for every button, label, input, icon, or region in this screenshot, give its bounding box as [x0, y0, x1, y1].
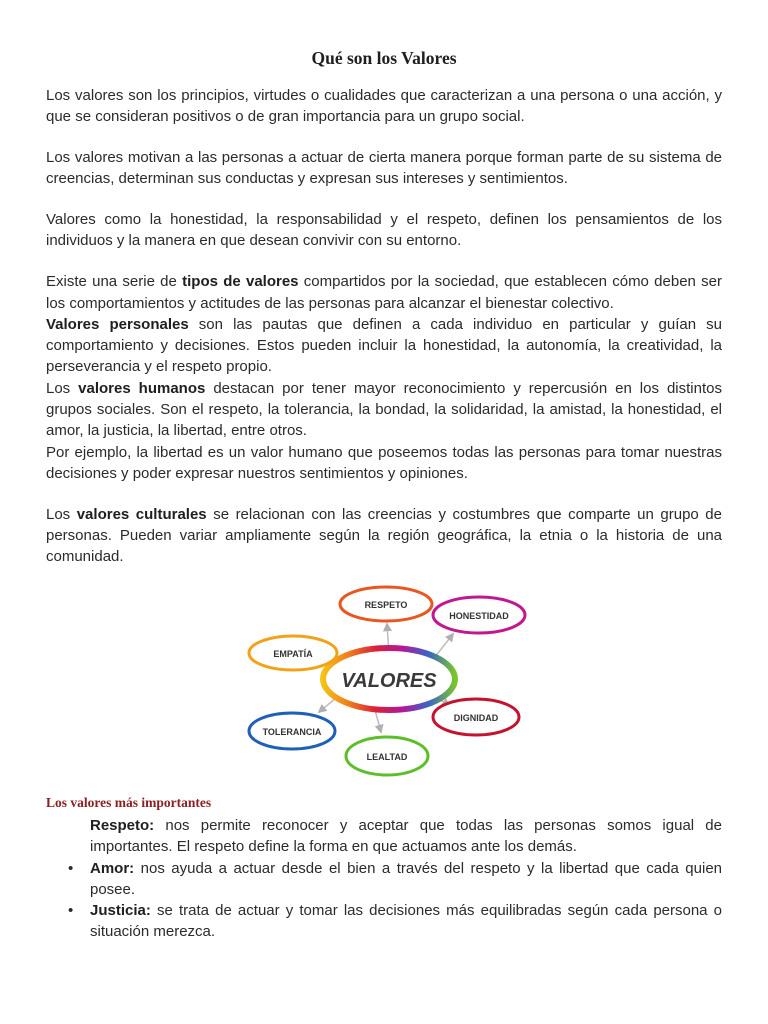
paragraph-motivation: Los valores motivan a las personas a actuar de cierta manera porque forman parte de su sistema de creencias, determinan sus conductas y expresan sus intereses y sentimientos. — [46, 149, 722, 188]
center-node — [323, 648, 455, 710]
paragraph-types — [46, 271, 722, 314]
node-empatia — [249, 636, 337, 670]
label-dignidad: DIGNIDAD — [453, 713, 499, 723]
node-lealtad — [346, 737, 428, 775]
label-empatia: EMPATÍA — [273, 649, 313, 659]
human-bold: valores humanos — [78, 379, 206, 397]
types-post: compartidos por la sociedad, que establecen cómo deben ser los comportamientos y actitudes de las personas para alcanzar el bienestar colectivo. — [46, 273, 722, 312]
cultural-post: se relacionan con las creencias y costumbres que comparte un grupo de personas. Pueden variar ampliamente según la región geográfica, la etnia o la historia de una comunidad. — [46, 505, 722, 566]
paragraph-personal — [46, 314, 722, 378]
personal-bold: Valores personales — [46, 315, 189, 333]
item-text: nos permite reconocer y aceptar que todas las personas somos igual de importantes. El respeto define la forma en que actuamos ante los demás. — [90, 817, 722, 856]
label-respeto: RESPETO — [364, 600, 408, 610]
types-pre: Existe una serie de — [46, 273, 183, 291]
values-diagram — [241, 582, 529, 782]
node-tolerancia — [249, 713, 335, 749]
node-dignidad — [433, 699, 519, 735]
node-honestidad — [433, 597, 525, 633]
item-text: nos ayuda a actuar desde el bien a través del respeto y la libertad que cada quien posee. — [90, 859, 722, 898]
paragraph-freedom-example: Por ejemplo, la libertad es un valor humano que poseemos todas las personas para tomar nuestras decisiones y poder expresar nuestros sentimientos y opiniones. — [46, 443, 722, 482]
label-lealtad: LEALTAD — [366, 752, 408, 762]
item-label: Amor: — [90, 859, 135, 877]
list-item — [90, 815, 722, 858]
node-respeto — [340, 587, 432, 621]
center-label: VALORES — [341, 670, 437, 692]
item-label: Justicia: — [90, 902, 151, 920]
types-bold: tipos de valores — [182, 273, 299, 291]
list-item — [90, 900, 722, 943]
paragraph-definition: Los valores son los principios, virtudes o cualidades que caracterizan a una persona o una acción, y que se consideran positivos o de gran importancia para un grupo social. — [46, 87, 722, 126]
page-title: Qué son los Valores — [311, 48, 457, 68]
document-body — [46, 85, 722, 568]
item-label: Respeto: — [90, 817, 155, 834]
human-pre: Los — [46, 379, 79, 397]
section-title: Los valores más importantes — [46, 795, 212, 810]
paragraph-examples: Valores como la honestidad, la responsabilidad y el respeto, definen los pensamientos de los individuos y la manera en que desean convivir con su entorno. — [46, 211, 722, 250]
label-honestidad: HONESTIDAD — [449, 611, 509, 621]
human-post: destacan por tener mayor reconocimiento y repercusión en los distintos grupos sociales. Son el respeto, la tolerancia, la bondad, la solidaridad, la amistad, la honestidad, el amor, la justicia, la libertad, entre otros. — [46, 379, 722, 440]
item-text: se trata de actuar y tomar las decisiones más equilibradas según cada persona o situación merezca. — [90, 902, 722, 941]
cultural-bold: valores culturales — [76, 505, 207, 523]
cultural-pre: Los — [46, 505, 77, 523]
paragraph-cultural — [46, 504, 722, 568]
important-values-list — [90, 815, 722, 943]
label-tolerancia: TOLERANCIA — [262, 727, 322, 737]
personal-post: son las pautas que definen a cada individuo en particular y guían su comportamiento y decisiones. Estos pueden incluir la honestidad, la autonomía, la creatividad, la perseverancia y el respeto propio. — [46, 315, 722, 376]
list-item — [90, 858, 722, 901]
paragraph-human — [46, 378, 722, 442]
